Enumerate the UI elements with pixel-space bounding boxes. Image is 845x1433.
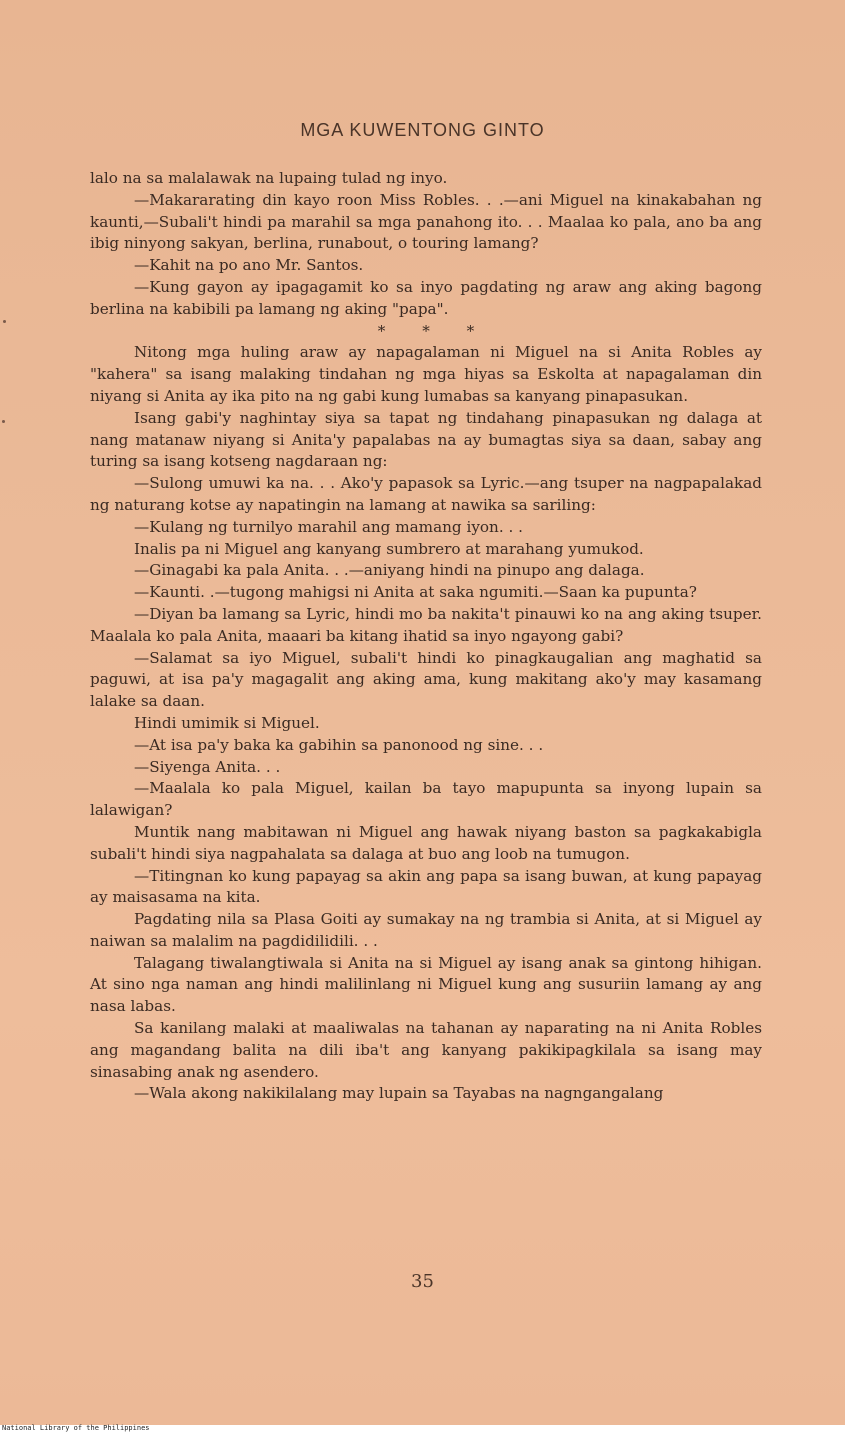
paragraph: —Maalala ko pala Miguel, kailan ba tayo mapupunta sa inyong lupain sa lalawigan?: [90, 779, 762, 820]
paragraph: —Kaunti. .—tugong mahigsi ni Anita at saka ngumiti.—Saan ka pupunta?: [134, 583, 697, 602]
paragraph: Isang gabi'y naghintay siya sa tapat ng tindahang pinapasukan ng dalaga at nang matanaw niyang si Anita'y papalabas na ay bumagtas siya sa daan, sabay ang turing sa isang kotseng nagdaraan ng:: [90, 408, 762, 471]
paragraph: Sa kanilang malaki at maaliwalas na tahanan ay naparating na ni Anita Robles ang magandang balita na dili iba't ang kanyang pakikipagkilala sa isang may sinasabing anak ng asendero.: [90, 1019, 762, 1081]
paragraph: —Siyenga Anita. . .: [134, 757, 281, 776]
paper-speck: [2, 420, 5, 423]
paper-speck: [3, 320, 6, 323]
paragraph: —Makararating din kayo roon Miss Robles. . .—ani Miguel na kinakabahan ng kaunti,—Subali't hindi pa marahil sa mga panahong ito. . . Maalaa ko pala, ano ba ang ibig ninyong sakyan, berlina, runabout, o touring lamang?: [90, 190, 762, 253]
paragraph: —At isa pa'y baka ka gabihin sa panonood ng sine. . .: [134, 735, 544, 754]
paragraph: Talagang tiwalangtiwala si Anita na si Miguel ay isang anak sa gintong hihigan. At sino nga naman ang hindi malilinlang ni Miguel kung ang susuriin lamang ay ang nasa labas.: [90, 953, 762, 1016]
paragraph: —Kung gayon ay ipagagamit ko sa inyo pagdating ng araw ang aking bagong berlina na kabibili pa lamang ng aking "papa".: [90, 277, 762, 318]
paragraph: —Ginagabi ka pala Anita. . .—aniyang hindi na pinupo ang dalaga.: [134, 561, 645, 580]
paragraph: —Diyan ba lamang sa Lyric, hindi mo ba nakita't pinauwi ko na ang aking tsuper. Maalala ko pala Anita, maaari ba kitang ihatid sa inyo ngayong gabi?: [90, 604, 762, 645]
paragraph: —Salamat sa iyo Miguel, subali't hindi ko pinagkaugalian ang maghatid sa paguwi, at isa pa'y magagalit ang aking ama, kung makitang ako'y may kasamang lalake sa daan.: [90, 648, 762, 711]
paragraph: —Sulong umuwi ka na. . . Ako'y papasok sa Lyric.—ang tsuper na nagpapalakad ng naturang kotse ay napatingin na lamang at nawika sa sariling:: [90, 474, 762, 514]
paragraph: Muntik nang mabitawan ni Miguel ang hawak niyang baston sa pagkakabigla subali't hindi siya nagpahalata sa dalaga at buo ang loob na tumugon.: [90, 822, 762, 863]
paragraph: —Kulang ng turnilyo marahil ang mamang iyon. . .: [134, 517, 523, 536]
paragraph: Nitong mga huling araw ay napagalaman ni Miguel na si Anita Robles ay "kahera" sa isang malaking tindahan ng mga hiyas sa Eskolta at napagalaman din niyang si Anita ay ika pito na ng gabi kung lumabas sa kanyang pinapasukan.: [90, 343, 762, 405]
section-separator: * * *: [377, 321, 491, 340]
paragraph: —Titingnan ko kung papayag sa akin ang papa sa isang buwan, at kung papayag ay maisasama na kita.: [90, 866, 762, 907]
footer-credit: National Library of the Philippines: [2, 1424, 150, 1432]
paragraph: Pagdating nila sa Plasa Goiti ay sumakay na ng trambia si Anita, at si Miguel ay naiwan sa malalim na pagdidilidili. . .: [90, 910, 762, 950]
paragraph: lalo na sa malalawak na lupaing tulad ng inyo.: [90, 169, 448, 187]
page-number: 35: [411, 1271, 434, 1292]
paragraph: Inalis pa ni Miguel ang kanyang sumbrero at marahang yumukod.: [134, 539, 644, 558]
paragraph: —Wala akong nakikilalang may lupain sa Tayabas na nagngangalang: [134, 1084, 664, 1103]
paragraph: —Kahit na po ano Mr. Santos.: [134, 256, 364, 275]
paragraph: Hindi umimik si Miguel.: [134, 713, 320, 732]
body-text: [90, 168, 762, 1105]
running-header: MGA KUWENTONG GINTO: [300, 120, 545, 140]
